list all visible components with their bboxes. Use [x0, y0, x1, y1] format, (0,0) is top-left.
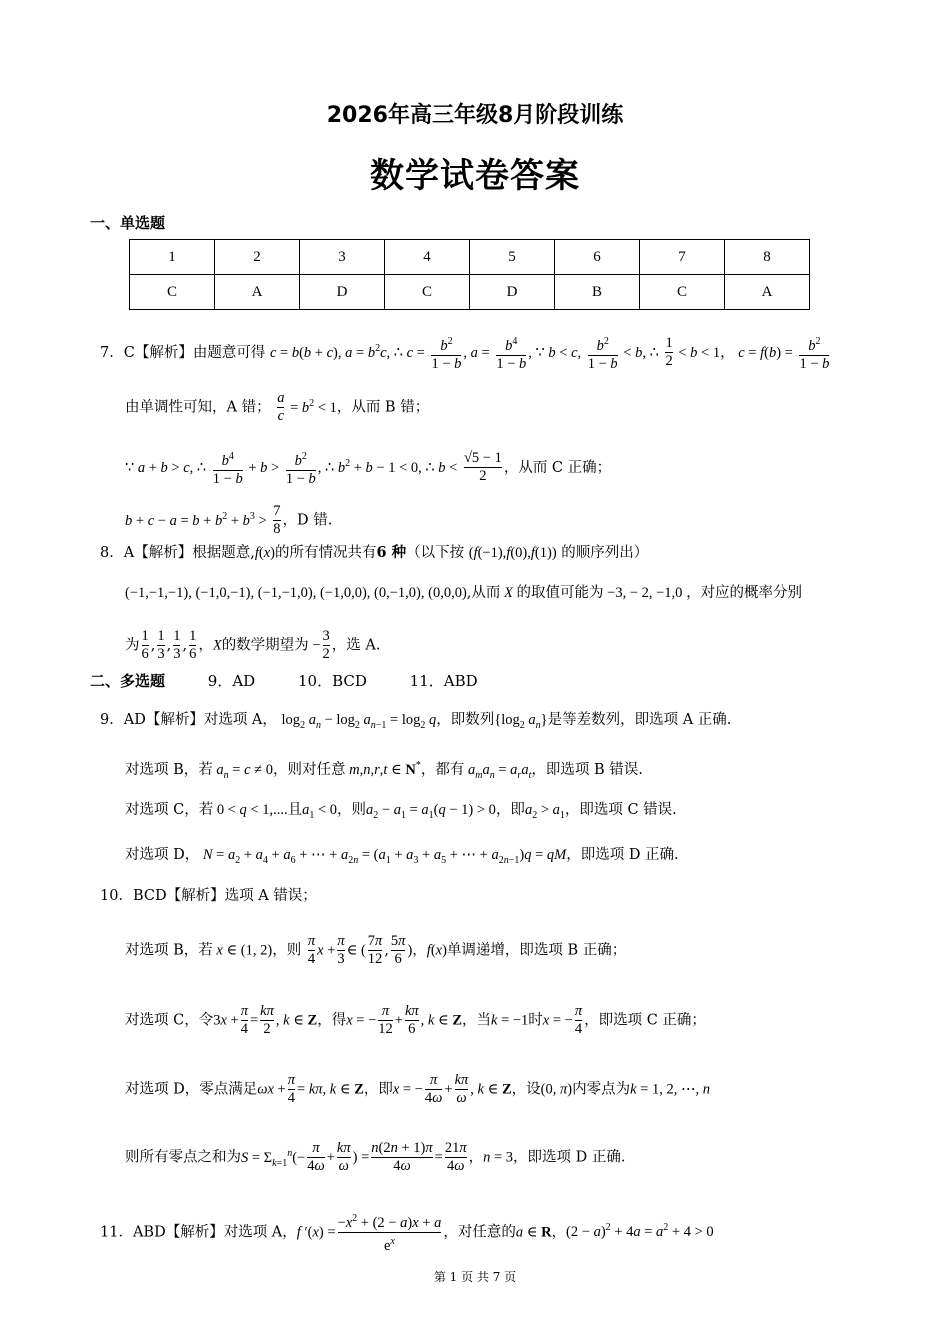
q11-text: 对选项 A， [223, 1224, 297, 1241]
q8-text: ，选 A. [331, 637, 381, 654]
table-cell: 6 [555, 240, 640, 275]
q9-text: 对选项 C，若 [125, 802, 214, 818]
table-cell: C [385, 275, 470, 310]
q9-text: ，都有 [420, 761, 465, 778]
table-cell: C [640, 275, 725, 310]
q7-label: 7．C【解析】 [100, 344, 193, 361]
q9-line-3: 对选项 C，若 0 < q < 1,....且$a_1 < 0$，则$a_2 - a_1 = a_1(q - 1) > 0$，即$a_2 > a_1$，即选项 C 错误. [125, 802, 677, 821]
section-heading-multi-choice: 二、多选题 [90, 672, 166, 690]
q8-text: 的数学期望为 [221, 637, 309, 654]
table-cell: A [725, 275, 810, 310]
q10-text: 内零点为 [572, 1081, 631, 1098]
q8-text: ，对应的概率分别 [686, 585, 803, 601]
q8-text: 的取值可能为 [516, 585, 604, 601]
q10-line-5: 则所有零点之和为$S = \Sigma_{k=1}^n(-$ $\frac{\pi}{4\omega}$ + $\frac{k\pi}{\omega}$ ) = $\frac{n(2n + 1)\pi}{4\omega}$ = $\frac{21\pi}{4\omega}$ ，n = 3，即选项 D 正确. [125, 1140, 626, 1174]
table-cell: 7 [640, 240, 725, 275]
answer-table [129, 239, 810, 310]
table-cell: B [555, 275, 640, 310]
q7-text: 由单调性可知，A 错； [125, 399, 271, 416]
q7-line-2: 由单调性可知，A 错； $\frac{a}{c}$ = $b^2 < 1$，从而 B 错； [125, 390, 430, 424]
q10-line-1 [100, 886, 317, 906]
q9-text: 对选项 B，若 [125, 761, 213, 778]
q9-text: ，则 [337, 802, 367, 818]
q10-text: 时 [528, 1012, 543, 1029]
q8-text: 的所有情况共有 [274, 545, 377, 561]
section-heading-single-choice: 一、单选题 [90, 214, 166, 232]
q11-text: ， [551, 1224, 567, 1241]
q7-text: ，从而 C 正确； [503, 459, 612, 476]
q9-text: ，即选项 B 错误. [531, 761, 643, 778]
q8-text: 为 [125, 637, 140, 654]
table-cell: C [130, 275, 215, 310]
table-row-answers [130, 275, 810, 310]
q9-line-2: 对选项 B，若 $a_n = c \ne 0$，则对任意 m,n,r,t ∈ N*，都有 $a_ma_n = a_ra_t$，即选项 B 错误. [125, 760, 643, 781]
q7-line-3: ∵ a + b > c, ∴ $\frac{b^4}{1 - b}$ + b > $\frac{b^2}{1 - b}$ , ∴ $b^2 + b - 1 < 0$, ∴ b < $\frac{√5 - 1}{2}$ ，从而 C 正确； [125, 450, 612, 487]
q8-text: （以下按 [406, 545, 465, 561]
q11-text: ，对任意的 [443, 1224, 516, 1241]
q9-line-4: 对选项 D， $N = a_2 + a_4 + a_6$ + ⋯ + $a_{2n} = (a_1 + a_3 + a_5$ + ⋯ + $a_{2n-1})q$ = qM，即选项 D 正确. [125, 847, 679, 866]
q7-line-4: $b + c - a = b + b^2 + b^3$ > $\frac{7}{8}$ ，D 错. [125, 503, 333, 537]
q9-text: 是等差数列，即选项 A 正确. [547, 712, 732, 728]
q10-text: ，当 [462, 1012, 491, 1029]
page-footer: 第 1 页 共 7 页 [433, 1270, 517, 1284]
table-cell: 1 [130, 240, 215, 275]
q10-text: 对选项 D，零点满足 [125, 1081, 258, 1098]
q11-line-1: 11．ABD【解析】对选项 A，f ′(x) = $\frac{-x^2 + (2 - a)x + a}{e^x}$ ，对任意的a ∈ R，$(2 - a)^2 + 4a = a^2 + 4 > 0$ [100, 1213, 714, 1254]
q10-line-4: 对选项 D，零点满足ωx + $\frac{\pi}{4}$ = kπ, k ∈ Z，即x = − $\frac{\pi}{4\omega}$ + $\frac{k\pi}{\omega}$ , k ∈ Z，设(0, π)内零点为k = 1, 2, ⋯, n [125, 1072, 710, 1106]
document-subtitle: 数学试卷答案 [370, 156, 580, 196]
q9-text: ，则对任意 [272, 761, 346, 778]
q10-text: 单调递增，即选项 B 正确； [446, 942, 627, 959]
q10-text: 对选项 C，令 [125, 1012, 214, 1029]
q8-text: 根据题意, [192, 545, 255, 561]
q9-text: ，即选项 D 正确. [566, 847, 679, 863]
q7-text: 由题意可得 [192, 344, 266, 361]
table-cell: 4 [385, 240, 470, 275]
q8-label: 8．A【解析】 [100, 545, 193, 561]
q8-text: 的顺序列出） [561, 545, 649, 561]
section-multi-choice [90, 670, 478, 691]
table-cell: 2 [215, 240, 300, 275]
table-cell: 8 [725, 240, 810, 275]
q9-label: 9．AD【解析】 [100, 712, 204, 728]
multi-answer-9: 9．AD [207, 672, 256, 690]
q10-text: ，则 [272, 942, 302, 959]
q10-text: ，设 [511, 1081, 541, 1098]
q10-text: 则所有零点之和为 [125, 1149, 241, 1166]
table-cell: D [470, 275, 555, 310]
q7-line-1: 7．C【解析】由题意可得 c = b(b + c), $a = b^2c$, ∴ c = $\frac{b^2}{1 - b}$ , a = $\frac{b^4}{1 - b}$ , ∵ b < c, $\frac{b^2}{1 - b}$ < b, ∴ $\frac{1}{2}$ < b < 1， c = f(b) = $\frac{b^2}{1 - b}$ [100, 335, 830, 372]
table-cell: 3 [300, 240, 385, 275]
q9-text: 对选项 A， [203, 712, 277, 728]
q9-text: 且 [287, 802, 303, 818]
q8-text: ,从而 [466, 585, 501, 601]
q10-text: ，即选项 D 正确. [513, 1149, 626, 1166]
document-title: 2026年高三年级8月阶段训练 [326, 103, 624, 128]
q10-label: 10．BCD【解析】 [100, 888, 225, 904]
multi-answer-11: 11．ABD [409, 672, 478, 690]
q8-line-2: (−1,−1,−1), (−1,0,−1), (−1,−1,0), (−1,0,0), (0,−1,0), (0,0,0),从而 X 的取值可能为 −3, − 2, −1,0 ，对应的概率分别 [125, 585, 803, 601]
q10-text: ，得 [317, 1012, 347, 1029]
q10-line-2: 对选项 B，若 x ∈ (1, 2)，则 $\frac{\pi}{4}$ x + $\frac{\pi}{3}$ ∈ ( $\frac{7\pi}{12}$ , $\frac{5\pi}{6}$ )，f(x)单调递增，即选项 B 正确； [125, 933, 627, 967]
q10-text: 对选项 B，若 [125, 942, 213, 959]
q8-line-3: 为 $\frac{1}{6}$ , $\frac{1}{3}$ , $\frac{1}{3}$ , $\frac{1}{6}$ ，X的数学期望为 − $\frac{3}{2}$ ，选 A. [125, 628, 381, 662]
table-cell: 5 [470, 240, 555, 275]
q7-text: ，从而 B 错； [336, 399, 430, 416]
q11-label: 11．ABD【解析】 [100, 1224, 224, 1241]
q9-text: ，即数列 [436, 712, 495, 728]
table-row-numbers [130, 240, 810, 275]
q8-line-1: 8．A【解析】根据题意,f(x)的所有情况共有6 种（以下按 (f(−1),f(0),f(1)) 的顺序列出） [100, 544, 649, 561]
q7-text: ，D 错. [282, 512, 333, 529]
q9-line-1: 9．AD【解析】对选项 A， $\log_2 a_n - \log_2 a_{n-1} = \log_2 q$，即数列{$\log_2$ $a_n$}是等差数列，即选项 A 正确. [100, 712, 732, 731]
table-cell: A [215, 275, 300, 310]
table-cell: D [300, 275, 385, 310]
q9-text: 对选项 D， [125, 847, 200, 863]
q10-text: 选项 A 错误； [224, 888, 317, 904]
multi-answer-10: 10．BCD [297, 672, 367, 690]
q10-line-3: 对选项 C，令3x + $\frac{\pi}{4}$ = $\frac{k\pi}{2}$ , k ∈ Z，得x = − $\frac{\pi}{12}$ + $\frac{k\pi}{6}$ , k ∈ Z，当k = −1时x = − $\frac{\pi}{4}$ ，即选项 C 正确； [125, 1003, 706, 1037]
q8-bold: 6 种 [376, 544, 407, 561]
q9-text: ，即选项 C 错误. [564, 802, 677, 818]
q9-text: ，即 [495, 802, 525, 818]
q10-text: ，即 [363, 1081, 393, 1098]
q10-text: ，即选项 C 正确； [584, 1012, 706, 1029]
